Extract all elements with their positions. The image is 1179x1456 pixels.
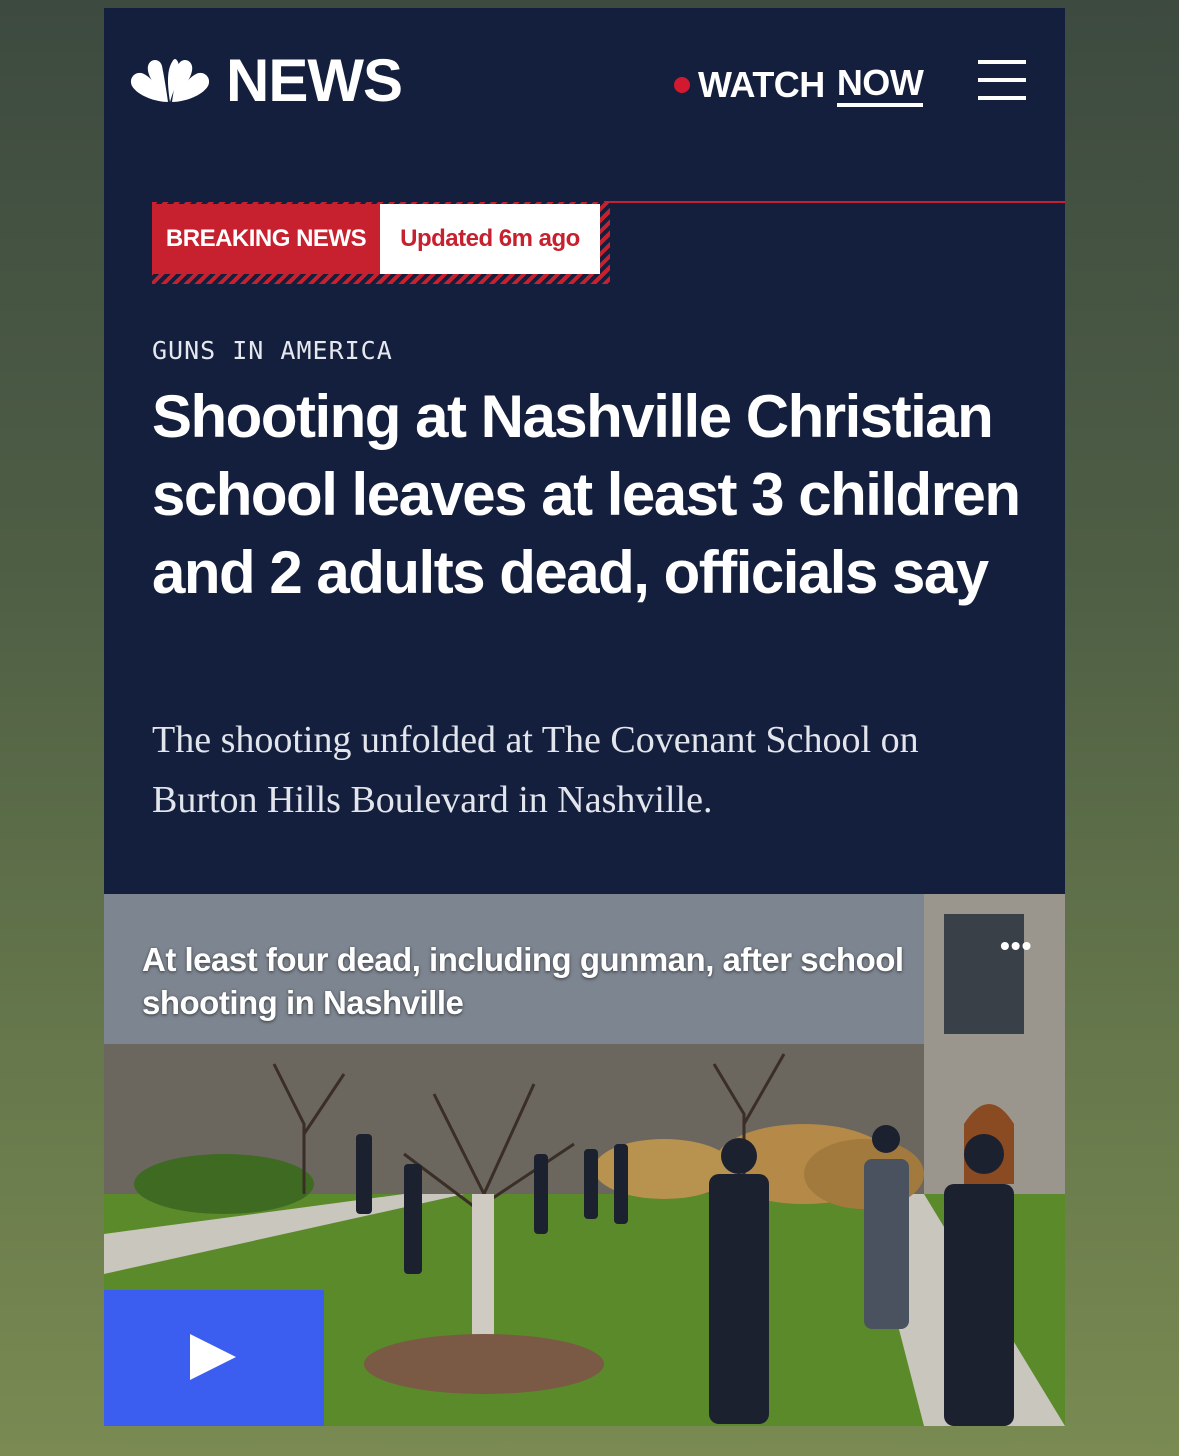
live-dot-icon [674, 77, 690, 93]
article-headline: Shooting at Nashville Christian school leaves at least 3 children and 2 adults dead, officials say [152, 383, 1020, 606]
watch-now-link[interactable] [674, 60, 923, 110]
menu-bar [978, 78, 1026, 82]
menu-bar [978, 96, 1026, 100]
article-dek: The shooting unfolded at The Covenant School on Burton Hills Boulevard in Nashville. [152, 719, 919, 821]
site-header [104, 8, 1065, 158]
watch-now-label: NOW [837, 63, 923, 107]
nbc-peacock-icon [128, 56, 212, 106]
hamburger-menu-icon[interactable] [978, 60, 1028, 102]
watch-label: WATCH [698, 64, 825, 105]
app-screen [104, 8, 1065, 1426]
breaking-news-badge: BREAKING NEWS [152, 204, 380, 274]
more-options-icon[interactable]: ••• [1000, 930, 1033, 961]
article-kicker[interactable]: GUNS IN AMERICA [152, 336, 393, 365]
logo-text: NEWS [226, 47, 402, 114]
play-button[interactable] [104, 1290, 324, 1426]
play-icon [188, 1332, 238, 1382]
updated-badge: Updated 6m ago [380, 204, 600, 274]
video-player[interactable] [104, 894, 1065, 1426]
nbc-news-logo[interactable] [128, 47, 402, 114]
video-title: At least four dead, including gunman, after school shooting in Nashville [142, 941, 904, 1021]
menu-bar [978, 60, 1026, 64]
red-divider [604, 201, 1065, 203]
